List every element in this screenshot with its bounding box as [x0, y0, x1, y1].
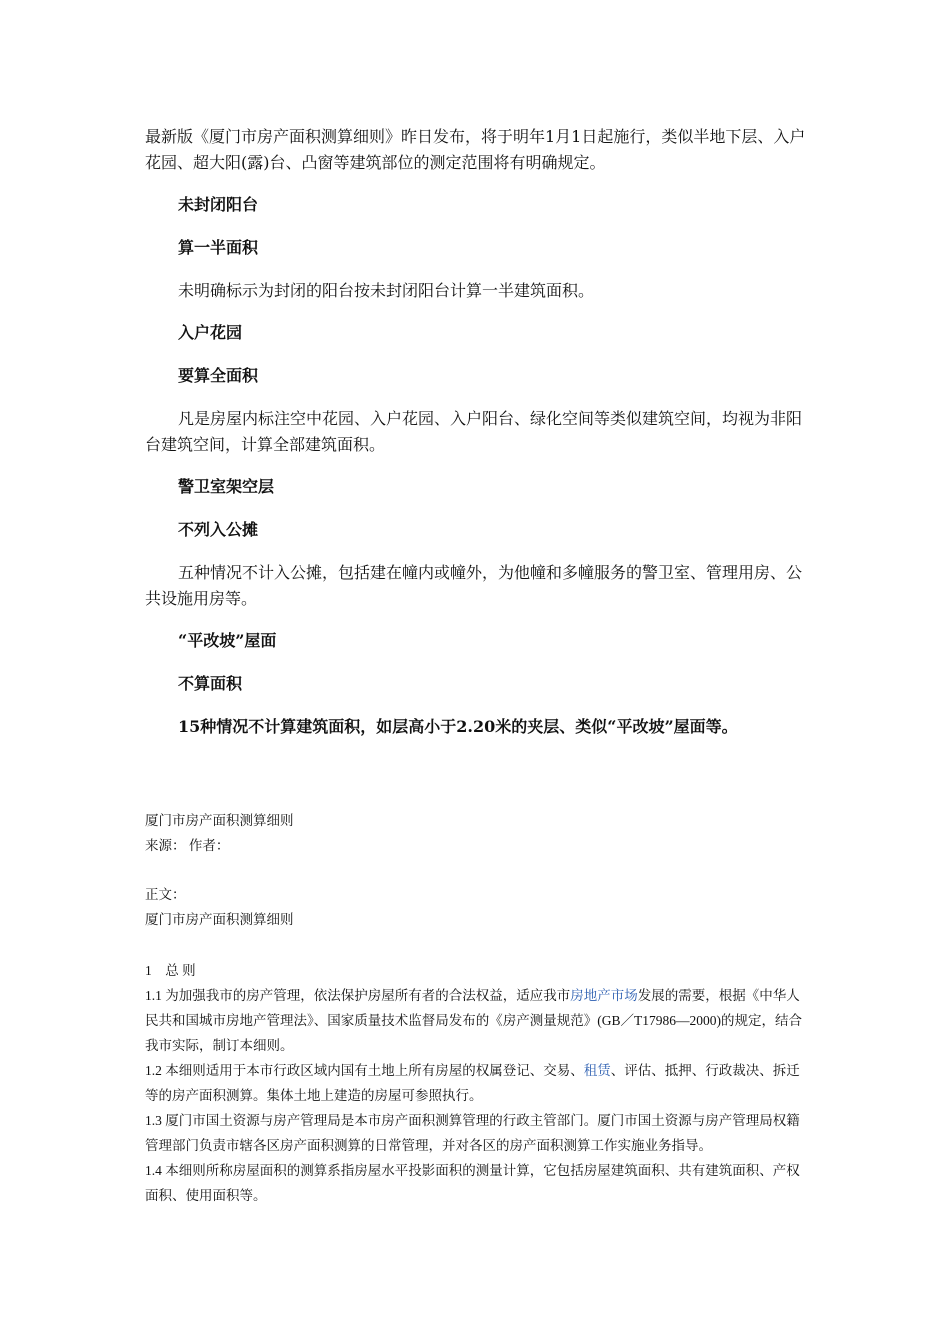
meta-title: 厦门市房产面积测算细则: [145, 813, 294, 828]
section-subheading: 算一半面积: [178, 238, 259, 257]
section-subheading: 要算全面积: [178, 366, 259, 385]
rule-item-1-2: [145, 1058, 810, 1108]
rule-item-1-1: [145, 983, 810, 1058]
rule-text: 发展的需要，根据《中华人民共和国城市房地产管理法》、国家质量技术监督局发布的《房产测量规范》(GB／T17986—2000)的规定，结合我市实际，制订本细则。: [145, 988, 802, 1053]
section-heading: 入户花园: [178, 323, 243, 342]
real-estate-market-link[interactable]: 房地产市场: [570, 988, 638, 1003]
chapter-heading: 1 总 则: [145, 963, 196, 978]
rule-item-1-3: 1.3 厦门市国土资源与房产管理局是本市房产面积测算管理的行政主管部门。厦门市国土资源与房产管理局权籍管理部门负责市辖各区房产面积测算的日常管理，并对各区的房产面积测算工作实施业务指导。: [145, 1113, 800, 1153]
lease-link[interactable]: 租赁: [583, 1063, 611, 1078]
document-page: [145, 124, 810, 1208]
section-heading: “平改坡”屋面: [178, 631, 277, 650]
section-body-bold: 15种情况不计算建筑面积，如层高小于2.20米的夹层、类似“平改坡”屋面等。: [178, 717, 738, 736]
section-body: 五种情况不计入公摊，包括建在幢内或幢外，为他幢和多幢服务的警卫室、管理用房、公共设施用房等。: [145, 563, 803, 608]
spacer: [145, 932, 810, 958]
rule-item-1-4: 1.4 本细则所称房屋面积的测算系指房屋水平投影面积的测量计算，它包括房屋建筑面积、共有建筑面积、产权面积、使用面积等。: [145, 1163, 800, 1203]
meta-body-title: 厦门市房产面积测算细则: [145, 912, 294, 927]
spacer: [145, 756, 810, 808]
meta-source: 来源： 作者：: [145, 838, 230, 853]
rule-text: 1.2 本细则适用于本市行政区域内国有土地上所有房屋的权属登记、交易、: [145, 1063, 584, 1078]
section-heading: 警卫室架空层: [178, 477, 275, 496]
meta-body-label: 正文：: [145, 887, 186, 902]
rule-text: 、评估、抵押、行政裁决、拆迁等的房产面积测算。集体土地上建造的房屋可参照执行。: [145, 1063, 800, 1103]
section-subheading: 不列入公摊: [178, 520, 259, 539]
section-subheading: 不算面积: [178, 674, 243, 693]
spacer: [145, 858, 810, 882]
section-body: 凡是房屋内标注空中花园、入户花园、入户阳台、绿化空间等类似建筑空间，均视为非阳台建筑空间，计算全部建筑面积。: [145, 409, 803, 454]
rule-text: 1.1 为加强我市的房产管理，依法保护房屋所有者的合法权益，适应我市: [145, 988, 571, 1003]
lead-paragraph: 最新版《厦门市房产面积测算细则》昨日发布，将于明年1月1日起施行，类似半地下层、入户花园、超大阳(露)台、凸窗等建筑部位的测定范围将有明确规定。: [145, 127, 806, 172]
section-body: 未明确标示为封闭的阳台按未封闭阳台计算一半建筑面积。: [178, 281, 595, 300]
section-heading: 未封闭阳台: [178, 195, 259, 214]
